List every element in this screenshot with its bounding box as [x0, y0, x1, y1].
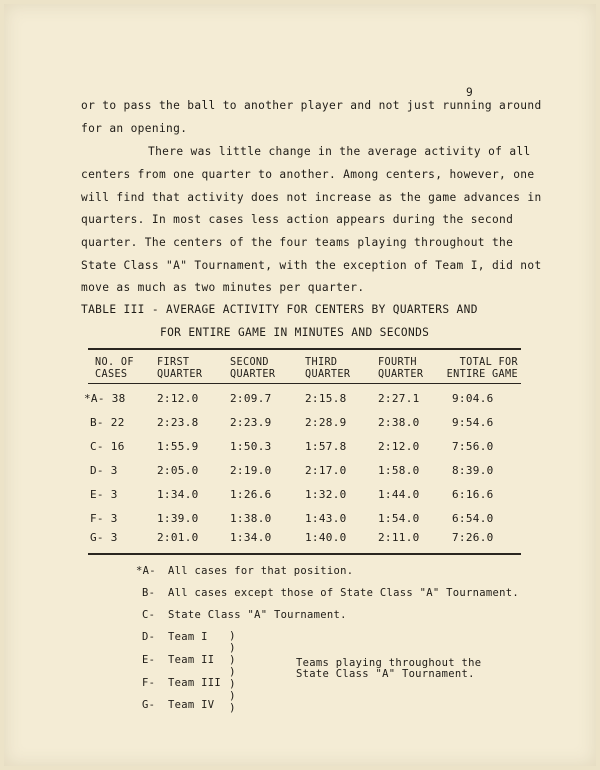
table-cell: 1:55.9 [157, 440, 199, 453]
header-total-game: TOTAL FOR ENTIRE GAME [446, 357, 518, 380]
header-fourth-quarter: FOURTH QUARTER [378, 357, 424, 380]
table-cell: F- 3 [90, 512, 118, 525]
teams-note-line-2: State Class "A" Tournament. [296, 668, 475, 680]
table-cell: 1:57.8 [305, 440, 347, 453]
table-cell: G- 3 [90, 531, 118, 544]
table-cell: 7:26.0 [452, 531, 494, 544]
paragraph-2-line-5: quarter. The centers of the four teams playing throughout the [81, 236, 514, 249]
table-cell: 1:58.0 [378, 464, 420, 477]
legend-text: All cases for that position. [168, 565, 354, 577]
legend-key: *A- [136, 565, 156, 577]
bracket-mark: ) [229, 677, 236, 690]
table-top-rule [88, 348, 521, 350]
table-cell: 1:38.0 [230, 512, 272, 525]
table-cell: 2:17.0 [305, 464, 347, 477]
legend-key: F- [142, 677, 156, 689]
legend-text: All cases except those of State Class "A" Tournament. [168, 587, 519, 599]
table-cell: E- 3 [90, 488, 118, 501]
table-cell: 2:27.1 [378, 392, 420, 405]
header-first-quarter: FIRST QUARTER [157, 357, 203, 380]
bracket-mark: ) [229, 641, 236, 654]
table-cell: 2:15.8 [305, 392, 347, 405]
table-cell: 8:39.0 [452, 464, 494, 477]
table-cell: 1:50.3 [230, 440, 272, 453]
table-cell: *A- 38 [84, 392, 126, 405]
legend-key: C- [142, 609, 156, 621]
table-cell: 2:38.0 [378, 416, 420, 429]
paragraph-1-line-2: for an opening. [81, 122, 188, 135]
table-bottom-rule [88, 553, 521, 555]
bracket-mark: ) [229, 629, 236, 642]
table-cell: 7:56.0 [452, 440, 494, 453]
legend-text: Team I [168, 631, 208, 643]
table-title-line-1: TABLE III - AVERAGE ACTIVITY FOR CENTERS BY QUARTERS AND [81, 303, 478, 316]
legend-text: Team III [168, 677, 221, 689]
table-cell: 1:39.0 [157, 512, 199, 525]
table-cell: D- 3 [90, 464, 118, 477]
paragraph-2-line-2: centers from one quarter to another. Among centers, however, one [81, 168, 535, 181]
bracket-mark: ) [229, 689, 236, 702]
table-cell: 1:26.6 [230, 488, 272, 501]
header-third-quarter: THIRD QUARTER [305, 357, 351, 380]
table-cell: 1:40.0 [305, 531, 347, 544]
table-cell: 1:43.0 [305, 512, 347, 525]
table-cell: 2:01.0 [157, 531, 199, 544]
table-cell: 1:34.0 [230, 531, 272, 544]
table-cell: 2:05.0 [157, 464, 199, 477]
paragraph-1-line-1: or to pass the ball to another player and not just running around [81, 99, 542, 112]
table-cell: 2:28.9 [305, 416, 347, 429]
table-cell: 6:54.0 [452, 512, 494, 525]
table-cell: 1:54.0 [378, 512, 420, 525]
table-cell: 1:32.0 [305, 488, 347, 501]
legend-key: B- [142, 587, 156, 599]
paragraph-2-line-6: State Class "A" Tournament, with the exception of Team I, did not [81, 259, 542, 272]
legend-key: G- [142, 699, 156, 711]
document-page [4, 4, 596, 766]
legend-text: Team II [168, 654, 215, 666]
legend-key: E- [142, 654, 156, 666]
page-number: 9 [466, 86, 474, 99]
paragraph-2-line-4: quarters. In most cases less action appears during the second [81, 213, 514, 226]
table-cell: 2:23.8 [157, 416, 199, 429]
legend-text: Team IV [168, 699, 215, 711]
table-header-rule [88, 383, 521, 384]
table-cell: 2:11.0 [378, 531, 420, 544]
table-cell: 2:12.0 [378, 440, 420, 453]
bracket-mark: ) [229, 665, 236, 678]
paragraph-2-line-3: will find that activity does not increase as the game advances in [81, 191, 542, 204]
bracket-mark: ) [229, 653, 236, 666]
table-title-line-2: FOR ENTIRE GAME IN MINUTES AND SECONDS [160, 326, 430, 339]
table-cell: B- 22 [90, 416, 125, 429]
legend-text: State Class "A" Tournament. [168, 609, 347, 621]
teams-note-line-1: Teams playing throughout the [296, 657, 482, 669]
table-cell: C- 16 [90, 440, 125, 453]
table-cell: 9:54.6 [452, 416, 494, 429]
table-cell: 2:12.0 [157, 392, 199, 405]
table-cell: 9:04.6 [452, 392, 494, 405]
legend-key: D- [142, 631, 156, 643]
header-cases: NO. OF CASES [95, 357, 134, 380]
table-cell: 2:09.7 [230, 392, 272, 405]
table-cell: 1:34.0 [157, 488, 199, 501]
table-cell: 2:19.0 [230, 464, 272, 477]
table-cell: 2:23.9 [230, 416, 272, 429]
bracket-mark: ) [229, 701, 236, 714]
table-cell: 6:16.6 [452, 488, 494, 501]
paragraph-2-line-7: move as much as two minutes per quarter. [81, 281, 365, 294]
paragraph-2-line-1: There was little change in the average activity of all [148, 145, 531, 158]
table-cell: 1:44.0 [378, 488, 420, 501]
header-second-quarter: SECOND QUARTER [230, 357, 276, 380]
